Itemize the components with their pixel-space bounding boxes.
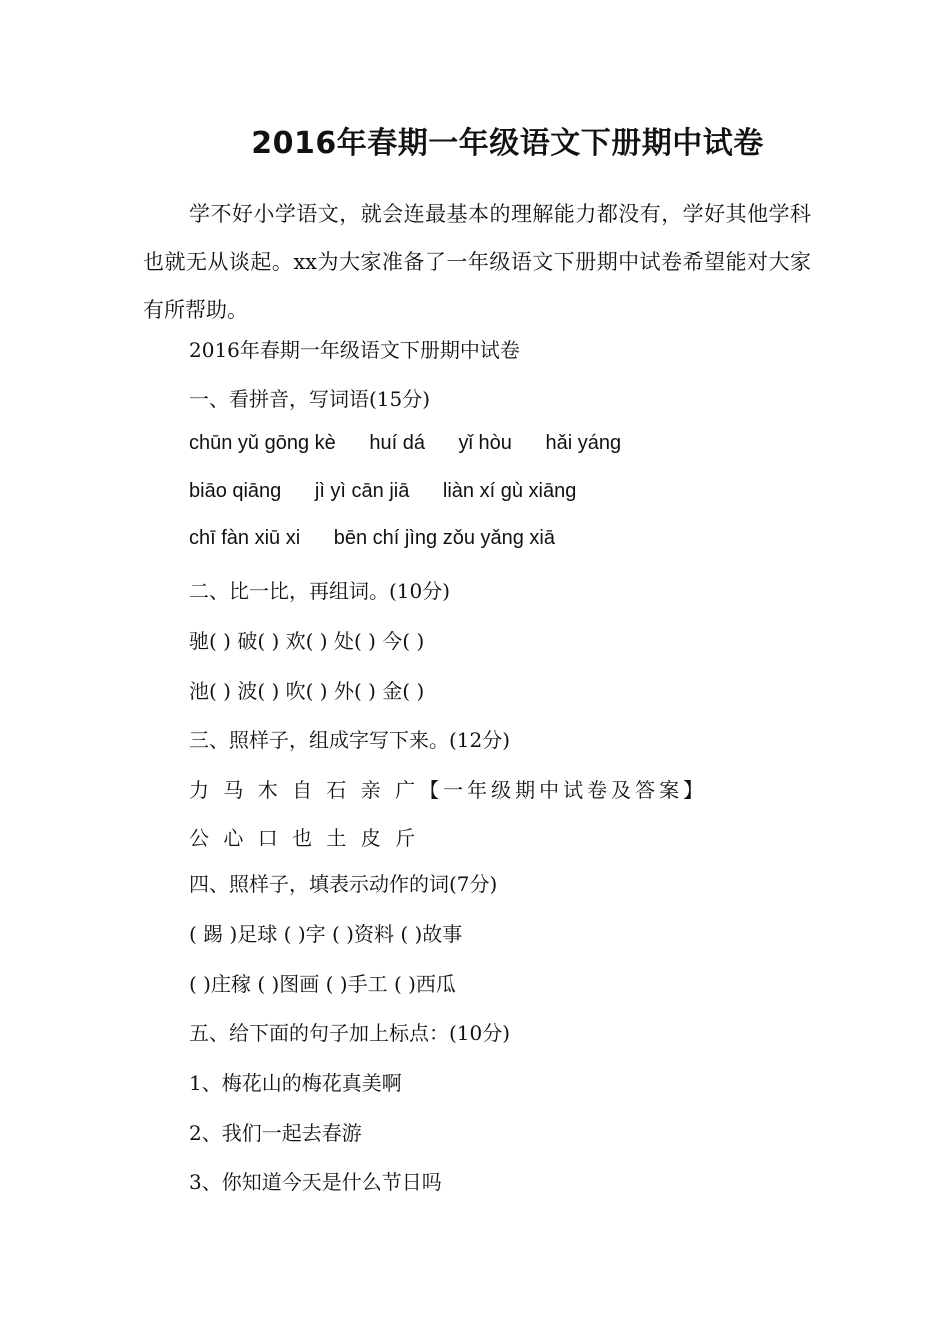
section5-heading: 五、给下面的句子加上标点：(10分) [189, 1021, 511, 1045]
document-title: 2016年春期一年级语文下册期中试卷 [251, 126, 764, 161]
pinyin-item: bēn chí jìng zǒu yǎng xiā [333, 527, 555, 549]
section2-heading: 二、比一比，再组词。(10分) [189, 579, 451, 603]
action-row-2: ( )庄稼 ( )图画 ( )手工 ( )西瓜 [189, 972, 456, 996]
action-row-1: ( 踢 )足球 ( )字 ( )资料 ( )故事 [189, 922, 463, 946]
sentence-item: 1、梅花山的梅花真美啊 [189, 1071, 402, 1095]
compare-row-2: 池( ) 波( ) 吹( ) 外( ) 金( ) [189, 679, 425, 703]
section1-heading: 一、看拼音，写词语(15分) [189, 387, 431, 411]
pinyin-row-2 [189, 480, 604, 503]
intro-paragraph: 学不好小学语文，就会连最基本的理解能力都没有，学好其他学科也就无从谈起。xx为大家准备了一年级语文下册期中试卷希望能对大家有所帮助。 [143, 202, 811, 322]
pinyin-item: biāo qiāng [189, 480, 282, 502]
pinyin-item: hǎi yáng [545, 432, 622, 454]
pinyin-item: liàn xí gù xiāng [442, 480, 577, 502]
sentence-item: 2、我们一起去春游 [189, 1121, 362, 1145]
exam-subtitle: 2016年春期一年级语文下册期中试卷 [189, 338, 520, 362]
pinyin-row-1 [189, 432, 649, 455]
char-row-1: 力 马 木 自 石 亲 广【一年级期中试卷及答案】 [189, 778, 708, 802]
pinyin-item: chūn yǔ gōng kè [189, 432, 336, 454]
pinyin-item: yǐ hòu [458, 432, 512, 454]
compare-row-1: 驰( ) 破( ) 欢( ) 处( ) 今( ) [189, 629, 425, 653]
char-row-2: 公 心 口 也 土 皮 斤 [189, 826, 420, 850]
pinyin-item: chī fàn xiū xi [189, 527, 301, 549]
section4-heading: 四、照样子，填表示动作的词(7分) [189, 872, 498, 896]
sentence-item: 3、你知道今天是什么节日吗 [189, 1170, 442, 1194]
pinyin-item: jì yì cān jiā [314, 480, 410, 502]
pinyin-item: huí dá [369, 432, 425, 454]
pinyin-row-3 [189, 527, 583, 550]
section3-heading: 三、照样子，组成字写下来。(12分) [189, 728, 511, 752]
